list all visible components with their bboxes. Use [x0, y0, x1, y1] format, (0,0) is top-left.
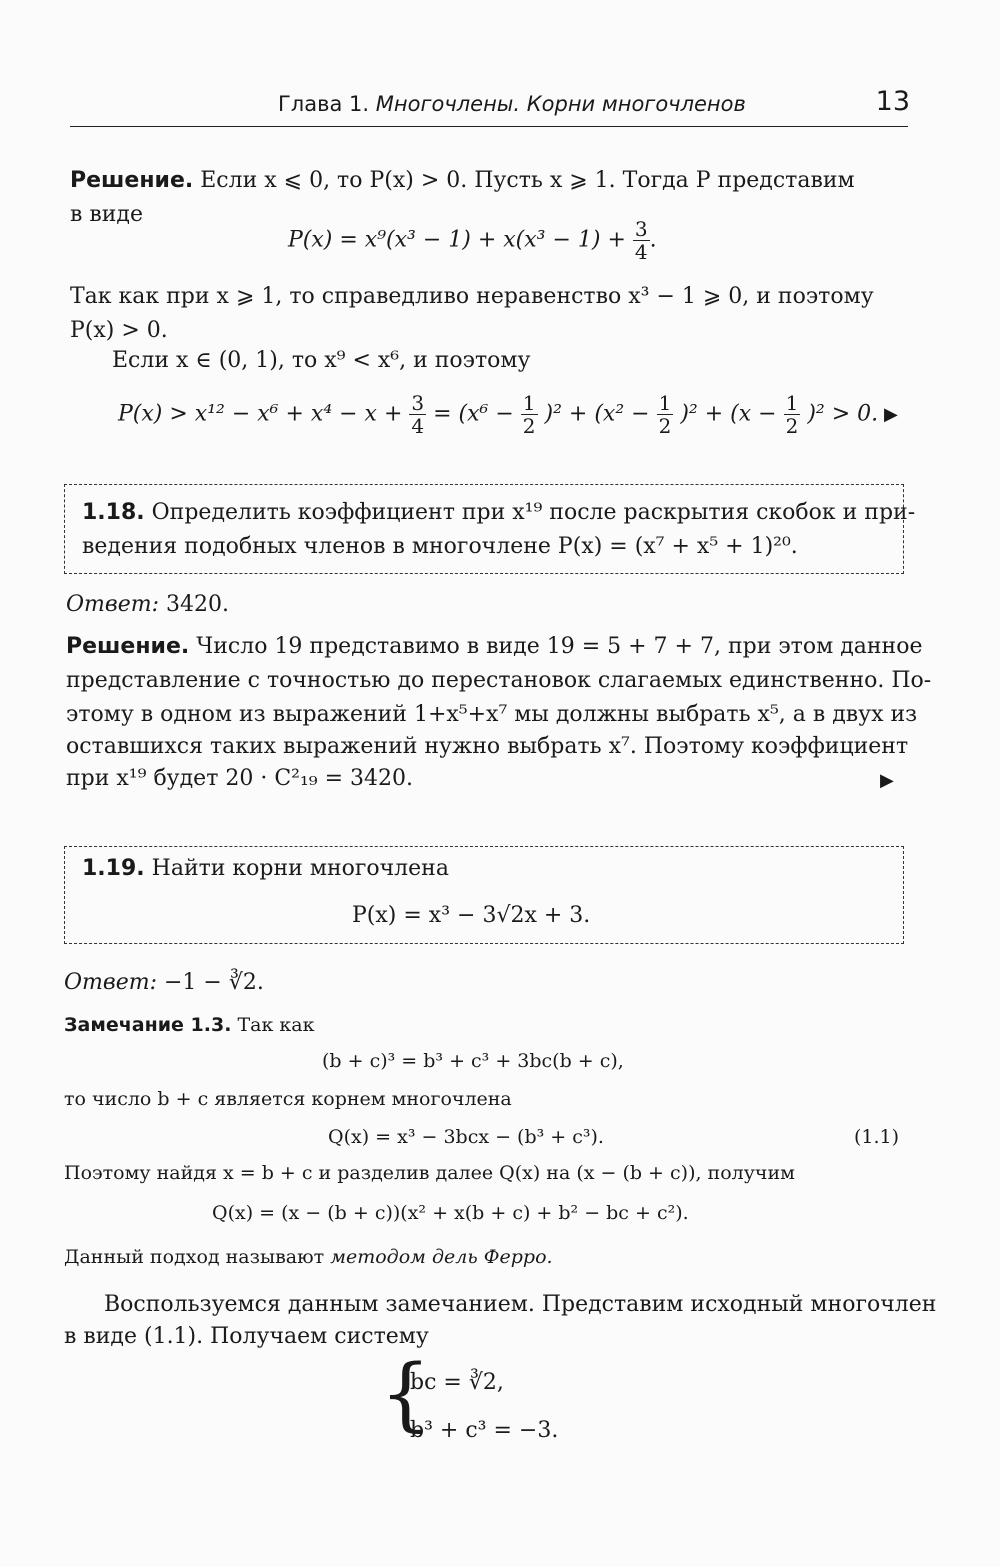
problem-1-18-line-1: 1.18. Определить коэффициент при x¹⁹ после раскрытия скобок и при-	[82, 500, 916, 525]
system-equation-1: bc = ∛2,	[410, 1370, 504, 1395]
solution-1-line-3: Так как при x ⩾ 1, то справедливо неравенство x³ − 1 ⩾ 0, и поэтому	[70, 284, 874, 309]
remark-1-3-line-1: Замечание 1.3. Так как	[64, 1014, 315, 1036]
equation-p-form: P(x) = x⁹(x³ − 1) + x(x³ − 1) + $\frac{3}{4}$ .	[288, 217, 657, 264]
problem-1-19-answer: Ответ: −1 − ∛2.	[64, 970, 264, 995]
remark-1-3-line-3: Поэтому найдя x = b + c и разделив далее Q(x) на (x − (b + c)), получим	[64, 1162, 795, 1184]
solution-1-line-5: Если x ∈ (0, 1), то x⁹ < x⁶, и поэтому	[112, 348, 531, 373]
remark-equation-q: Q(x) = x³ − 3bcx − (b³ + c³).	[328, 1126, 604, 1148]
solution-2-line-3: этому в одном из выражений 1+x⁵+x⁷ мы должны выбрать x⁵, а в двух из	[66, 702, 918, 727]
remark-equation-cube: (b + c)³ = b³ + c³ + 3bc(b + c),	[322, 1050, 624, 1072]
end-of-proof-marker: ▶	[884, 404, 898, 425]
remark-1-3-line-2: то число b + c является корнем многочлена	[64, 1088, 512, 1110]
fraction-three-quarters: $\frac{3}{4}$	[634, 217, 648, 264]
solution-label: Решение.	[70, 168, 194, 193]
chapter-label: Глава 1.	[278, 92, 370, 116]
tail-line-2: в виде (1.1). Получаем систему	[64, 1324, 429, 1349]
solution-2-line-1: Решение. Число 19 представимо в виде 19 = 5 + 7 + 7, при этом данное	[66, 634, 923, 659]
solution-2-line-5: при x¹⁹ будет 20 · C²₁₉ = 3420.	[66, 766, 414, 791]
problem-1-19-equation: P(x) = x³ − 3√2x + 3.	[352, 903, 591, 928]
chapter-title: Многочлены. Корни многочленов	[375, 92, 746, 116]
equation-sum-of-squares: P(x) > x¹² − x⁶ + x⁴ − x + $\frac{3}{4}$ = (x⁶ − $\frac{1}{2}$ )² + (x² − $\frac{1}{2}$ )² + (x − $\frac{1}{2}$ )² > 0.	[118, 391, 879, 438]
running-header	[278, 92, 746, 116]
solution-2-line-2: представление с точностью до перестановок слагаемых единственно. По-	[66, 668, 932, 693]
solution-1-line-2: в виде	[70, 202, 143, 227]
remark-1-3-line-4: Данный подход называют методом дель Ферро.	[64, 1246, 553, 1268]
system-equation-2: b³ + c³ = −3.	[410, 1418, 559, 1443]
end-of-proof-marker: ▶	[880, 770, 894, 791]
remark-equation-factor: Q(x) = (x − (b + c))(x² + x(b + c) + b² − bc + c²).	[212, 1202, 689, 1224]
problem-1-18-answer: Ответ: 3420.	[66, 592, 229, 617]
solution-1-line-4: P(x) > 0.	[70, 318, 168, 343]
tail-line-1: Воспользуемся данным замечанием. Представим исходный многочлен	[104, 1292, 937, 1317]
header-rule	[70, 126, 908, 127]
problem-1-19-line-1: 1.19. Найти корни многочлена	[82, 856, 449, 881]
system-brace: {	[380, 1347, 431, 1440]
solution-2-line-4: оставшихся таких выражений нужно выбрать x⁷. Поэтому коэффициент	[66, 734, 909, 759]
problem-1-18-line-2: ведения подобных членов в многочлене P(x) = (x⁷ + x⁵ + 1)²⁰.	[82, 534, 798, 559]
equation-number: (1.1)	[854, 1126, 900, 1148]
solution-1-line-1: Решение. Если x ⩽ 0, то P(x) > 0. Пусть x ⩾ 1. Тогда P представим	[70, 168, 855, 193]
page-number: 13	[875, 86, 910, 117]
